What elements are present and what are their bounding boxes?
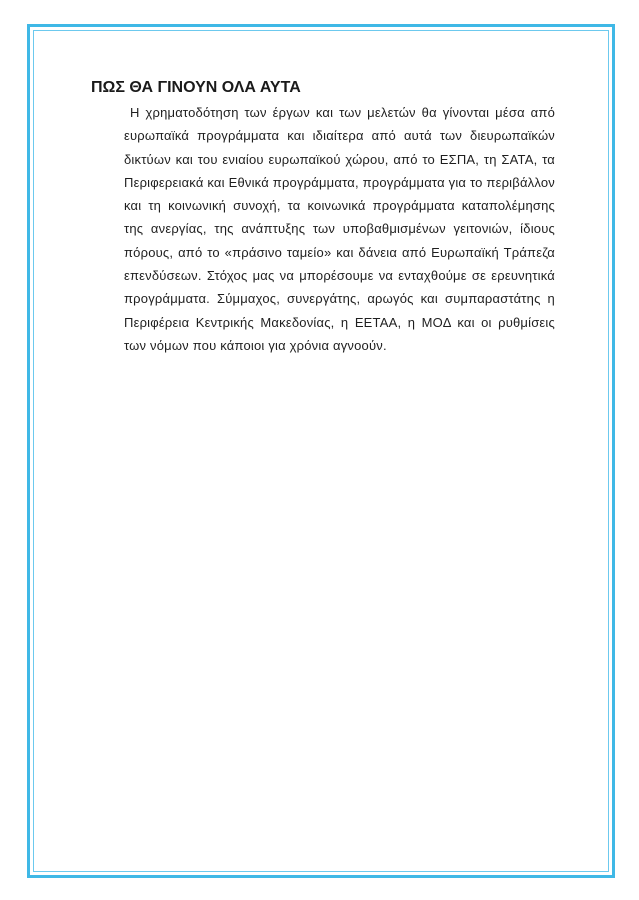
section-heading: ΠΩΣ ΘΑ ΓΙΝΟΥΝ ΟΛΑ ΑΥΤΑ: [91, 79, 301, 96]
body-paragraph: Η χρηματοδότηση των έργων και των μελετών θα γίνονται μέσα από ευρωπαϊκά προγράμματα και ιδιαίτερα από αυτά των διευρωπαϊκών δικτύων και του ενιαίου ευρωπαϊκού χώρου, από το ΕΣΠΑ, τη ΣΑΤΑ, τα Περιφερειακά και Εθνικά προγράμματα, προγράμματα για το περιβάλλον και τη κοινωνική συνοχή, τα κοινωνικά προγράμματα καταπολέμησης της ανεργίας, της ανάπτυξης των υποβαθμισμένων γειτονιών, ίδιους πόρους, από το «πράσινο ταμείο» και δάνεια από Ευρωπαϊκή Τράπεζα επενδύσεων. Στόχος μας να μπορέσουμε να ενταχθούμε σε ερευνητικά προγράμματα. Σύμμαχος, συνεργάτης, αρωγός και συμπαραστάτης η Περιφέρεια Κεντρικής Μακεδονίας, η ΕΕΤΑΑ, η ΜΟΔ και οι ρυθμίσεις των νόμων που κάποιοι για χρόνια αγνοούν.: [124, 105, 555, 353]
